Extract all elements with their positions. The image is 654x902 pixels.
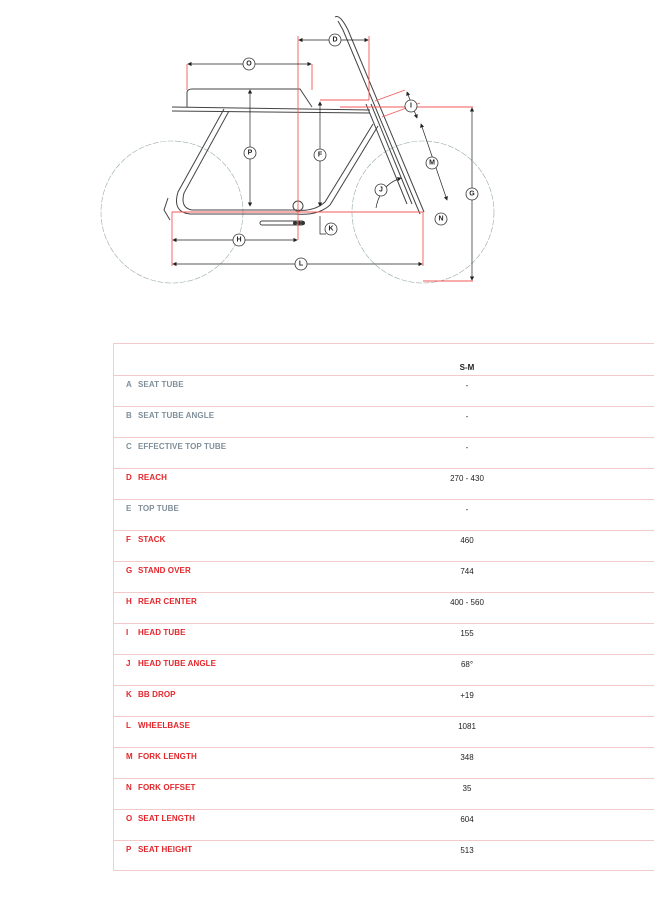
dim-label-l — [295, 258, 307, 270]
row-value: - — [465, 381, 469, 390]
row-label — [126, 721, 190, 730]
table-row — [114, 840, 654, 871]
row-letter: E — [126, 504, 132, 513]
table-row — [114, 530, 654, 561]
row-label — [126, 752, 197, 761]
row-label — [126, 659, 216, 668]
svg-text:P: P — [247, 149, 253, 157]
row-label — [126, 628, 186, 637]
chain-links — [293, 221, 305, 225]
row-label — [126, 504, 179, 513]
dim-label-d — [329, 34, 341, 46]
row-name: BB DROP — [138, 690, 176, 699]
row-name: EFFECTIVE TOP TUBE — [138, 442, 227, 451]
row-letter: J — [126, 659, 131, 668]
row-letter: F — [126, 535, 131, 544]
row-label — [126, 566, 191, 575]
row-value: 270 - 430 — [450, 474, 484, 483]
table-header — [114, 343, 654, 375]
row-letter: M — [126, 752, 133, 761]
row-value: 155 — [460, 629, 474, 638]
svg-text:G: G — [469, 190, 475, 198]
row-name: TOP TUBE — [138, 504, 179, 513]
row-label — [126, 845, 192, 854]
row-value: 348 — [460, 753, 474, 762]
svg-text:M: M — [429, 159, 435, 167]
row-label — [126, 814, 195, 823]
bike-geometry-diagram — [0, 0, 654, 300]
row-name: WHEELBASE — [138, 721, 191, 730]
row-name: SEAT TUBE — [138, 380, 184, 389]
table-row — [114, 809, 654, 840]
row-name: HEAD TUBE ANGLE — [138, 659, 217, 668]
table-row — [114, 375, 654, 406]
svg-text:J: J — [379, 186, 383, 194]
svg-text:O: O — [246, 60, 252, 68]
dim-label-p — [244, 147, 256, 159]
svg-text:L: L — [298, 260, 304, 268]
geometry-table — [113, 343, 654, 871]
dim-label-f — [314, 149, 326, 161]
row-label — [126, 690, 176, 699]
row-value: 604 — [460, 815, 474, 824]
dim-label-h — [233, 234, 245, 246]
row-value: 68° — [460, 660, 474, 669]
row-letter: K — [126, 690, 132, 699]
row-label — [126, 597, 197, 606]
table-row — [114, 499, 654, 530]
size-header: S-M — [459, 363, 475, 372]
row-value: 460 — [460, 536, 474, 545]
row-letter: G — [126, 566, 133, 575]
row-name: STACK — [138, 535, 166, 544]
svg-text:H: H — [236, 236, 242, 244]
row-label — [126, 442, 226, 451]
table-row — [114, 778, 654, 809]
row-name: SEAT HEIGHT — [138, 845, 193, 854]
table-row — [114, 592, 654, 623]
svg-text:I: I — [410, 102, 412, 110]
row-value: +19 — [460, 691, 474, 700]
svg-text:F: F — [317, 151, 323, 159]
dim-label-n — [435, 213, 447, 225]
table-row — [114, 468, 654, 499]
row-value: - — [465, 505, 469, 514]
svg-text:K: K — [328, 225, 334, 233]
row-name: FORK LENGTH — [138, 752, 197, 761]
table-row — [114, 654, 654, 685]
table-row — [114, 437, 654, 468]
row-name: REAR CENTER — [138, 597, 197, 606]
row-value: 35 — [462, 784, 472, 793]
table-row — [114, 561, 654, 592]
row-name: FORK OFFSET — [138, 783, 196, 792]
dim-label-k — [325, 223, 337, 235]
dim-label-i — [405, 100, 417, 112]
row-value: 400 - 560 — [450, 598, 484, 607]
row-label — [126, 473, 167, 482]
row-name: SEAT TUBE ANGLE — [138, 411, 215, 420]
row-label — [126, 535, 165, 544]
row-label — [126, 411, 214, 420]
row-label — [126, 380, 184, 389]
dim-label-g — [466, 188, 478, 200]
row-value: 1081 — [458, 722, 476, 731]
table-row — [114, 406, 654, 437]
table-row — [114, 685, 654, 716]
dim-label-j — [375, 184, 387, 196]
row-letter: I — [126, 628, 129, 637]
row-letter: D — [126, 473, 132, 482]
row-letter: P — [126, 845, 132, 854]
row-name: REACH — [138, 473, 167, 482]
svg-text:D: D — [332, 36, 338, 44]
row-name: STAND OVER — [138, 566, 191, 575]
row-letter: L — [126, 721, 131, 730]
row-value: - — [465, 443, 469, 452]
row-name: SEAT LENGTH — [138, 814, 195, 823]
row-letter: C — [126, 442, 132, 451]
row-letter: A — [126, 380, 132, 389]
row-value: - — [465, 412, 469, 421]
row-value: 744 — [460, 567, 474, 576]
row-letter: O — [126, 814, 133, 823]
dim-label-m — [426, 157, 438, 169]
row-name: HEAD TUBE — [138, 628, 186, 637]
dim-label-o — [243, 58, 255, 70]
svg-text:N: N — [438, 215, 444, 223]
table-row — [114, 716, 654, 747]
table-row — [114, 623, 654, 654]
table-row — [114, 747, 654, 778]
row-letter: B — [126, 411, 132, 420]
row-label — [126, 783, 196, 792]
row-value: 513 — [460, 846, 474, 855]
row-letter: N — [126, 783, 132, 792]
row-letter: H — [126, 597, 132, 606]
